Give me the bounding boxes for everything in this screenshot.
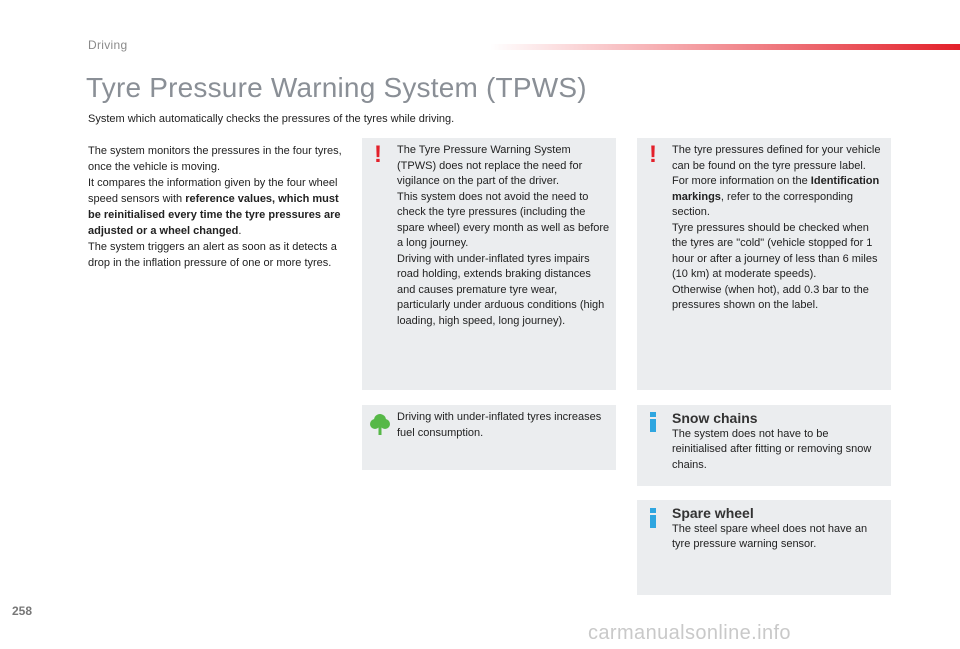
left-paragraph-1: The system monitors the pressures in the four tyres, once the vehicle is moving. [88, 145, 342, 173]
left-column [88, 143, 343, 271]
eco-box [362, 405, 616, 470]
section-label: Driving [88, 38, 128, 52]
left-paragraph-2-prefix: It compares the information given by the four wheel speed sensors with [88, 177, 338, 205]
eco-tree-icon [370, 413, 390, 435]
warning-2-paragraph-4: Otherwise (when hot), add 0.3 bar to the pressures shown on the label. [672, 283, 869, 311]
info-icon [650, 412, 656, 432]
spare-wheel-box [637, 500, 891, 595]
snow-chains-box [637, 405, 891, 486]
warning-box-pressures [637, 138, 891, 390]
exclamation-icon: ! [649, 141, 657, 168]
intro-text: System which automatically checks the pressures of the tyres while driving. [88, 113, 455, 125]
snow-chains-title: Snow chains [672, 410, 758, 426]
warning-box-tpws [362, 138, 616, 390]
spare-wheel-title: Spare wheel [672, 505, 754, 521]
warning-1-paragraph-2: This system does not avoid the need to check the tyre pressures (including the spare wheel) every month as well as before a long journey. [397, 190, 610, 249]
watermark: carmanualsonline.info [588, 622, 791, 644]
warning-2-suffix: , refer to the corresponding section. [672, 190, 853, 218]
header-accent-bar [490, 44, 960, 50]
left-paragraph-2-suffix: . [238, 225, 242, 237]
warning-2-paragraph-3: Tyre pressures should be checked when the tyres are "cold" (vehicle stopped for 1 hour or after a journey of less than 6 miles (10 km) at moderate speeds). [672, 221, 878, 280]
identification-markings-link-text: Identification markings [672, 175, 880, 203]
left-paragraph-3: The system triggers an alert as soon as it detects a drop in the inflation pressure of one or more tyres. [88, 241, 337, 269]
left-paragraph-2 [88, 175, 343, 239]
exclamation-icon: ! [374, 141, 382, 168]
reference-values-emphasis: reference values, which must be reinitialised every time the tyre pressures are adjusted or a wheel changed [88, 193, 341, 237]
page-number: 258 [12, 604, 33, 618]
spare-wheel-text: The steel spare wheel does not have an tyre pressure warning sensor. [672, 522, 868, 550]
eco-text: Driving with under-inflated tyres increases fuel consumption. [397, 411, 602, 439]
warning-1-paragraph-1: The Tyre Pressure Warning System (TPWS) does not replace the need for vigilance on the part of the driver. [397, 144, 583, 187]
info-icon [650, 508, 656, 528]
warning-2-paragraph-1: The tyre pressures defined for your vehicle can be found on the tyre pressure label. [672, 144, 881, 172]
warning-1-paragraph-3: Driving with under-inflated tyres impairs road holding, extends braking distances and causes premature tyre wear, particularly under arduous conditions (high loading, high speed, long journey). [397, 252, 605, 327]
page-title: Tyre Pressure Warning System (TPWS) [86, 72, 587, 103]
warning-2-paragraph-2 [672, 174, 886, 221]
warning-2-prefix: For more information on the [672, 175, 811, 187]
snow-chains-text: The system does not have to be reinitialised after fitting or removing snow chains. [672, 427, 872, 471]
